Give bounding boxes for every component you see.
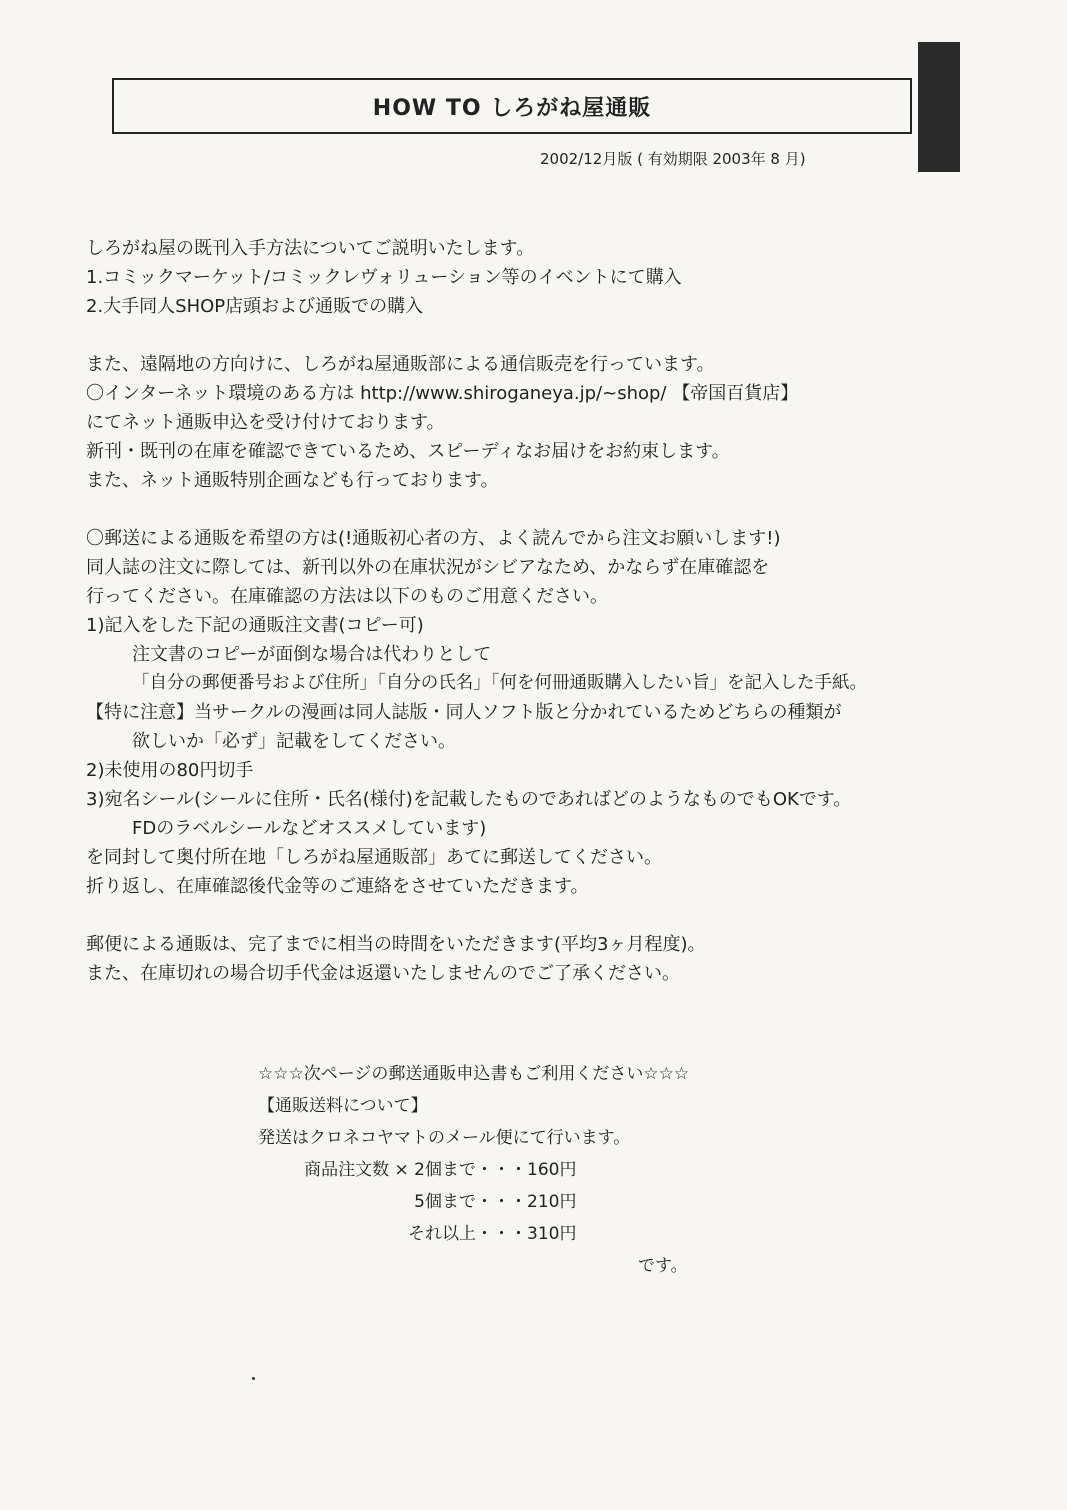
shipping-section (258, 1058, 878, 1282)
shipping-banner: ☆☆☆次ページの郵送通販申込書もご利用ください☆☆☆ (258, 1064, 690, 1084)
note-line: また、在庫切れの場合切手代金は返還いたしませんのでご了承ください。 (86, 963, 680, 984)
internet-line: 新刊・既刊の在庫を確認できているため、スピーディなお届けをお約束します。 (86, 441, 730, 462)
shipping-closing: です。 (638, 1256, 688, 1276)
note-line: 郵便による通販は、完了までに相当の時間をいただきます(平均3ヶ月程度)。 (86, 934, 706, 955)
mail-order-line: 注文書のコピーが面倒な場合は代わりとして (132, 644, 492, 665)
mail-order-line: 3)宛名シール(シールに住所・氏名(様付)を記載したものであればどのようなものでもOKです。 (86, 789, 852, 810)
rate-label: それ以上 (408, 1224, 476, 1244)
mail-order-line: 1)記入をした下記の通販注文書(コピー可) (86, 615, 424, 636)
internet-line: にてネット通販申込を受け付けております。 (86, 412, 445, 433)
edition-label: 2002/12月版 ( 有効期限 2003年 8 月) (540, 150, 806, 168)
internet-url-line: 〇インターネット環境のある方は http://www.shiroganeya.jp/~shop/ 【帝国百貨店】 (86, 383, 799, 404)
intro-line: 1.コミックマーケット/コミックレヴォリューション等のイベントにて購入 (86, 267, 682, 288)
mail-order-line: 〇郵送による通販を希望の方は(!通販初心者の方、よく読んでから注文お願いします!) (86, 528, 781, 549)
intro-line: 2.大手同人SHOP店頭および通販での購入 (86, 296, 424, 317)
stray-dot (252, 1377, 255, 1380)
rate-label: 5個まで (414, 1192, 476, 1212)
mail-order-line: 【特に注意】当サークルの漫画は同人誌版・同人ソフト版と分かれているためどちらの種類が (86, 702, 842, 723)
mail-order-line: FDのラベルシールなどオススメしています) (132, 818, 487, 839)
title-box (112, 78, 912, 134)
mail-order-line: 「自分の郵便番号および住所」「自分の氏名」「何を何冊通販購入したい旨」を記入した手紙。 (132, 673, 867, 693)
shipping-rate-row (258, 1186, 878, 1218)
internet-line: また、ネット通販特別企画なども行っております。 (86, 470, 499, 491)
shipping-rate-row (258, 1218, 878, 1250)
page-title: HOW TO しろがね屋通販 (372, 95, 652, 121)
mail-order-line: を同封して奥付所在地「しろがね屋通販部」あてに郵送してください。 (86, 847, 662, 868)
shipping-heading: 【通販送料について】 (258, 1096, 428, 1116)
intro-line: しろがね屋の既刊入手方法についてご説明いたします。 (86, 238, 535, 259)
mail-order-line: 同人誌の注文に際しては、新刊以外の在庫状況がシビアなため、かならず在庫確認を (86, 557, 770, 578)
body-text (86, 234, 1006, 988)
rate-price: ・・・210円 (476, 1192, 577, 1212)
rate-label: 商品注文数 × 2個まで (304, 1160, 476, 1180)
internet-line: また、遠隔地の方向けに、しろがね屋通販部による通信販売を行っています。 (86, 354, 715, 375)
mail-order-line: 行ってください。在庫確認の方法は以下のものご用意ください。 (86, 586, 608, 607)
rate-price: ・・・310円 (476, 1224, 577, 1244)
shipping-method: 発送はクロネコヤマトのメール便にて行います。 (258, 1128, 631, 1148)
mail-order-line: 2)未使用の80円切手 (86, 760, 254, 781)
mail-order-line: 欲しいか「必ず」記載をしてください。 (132, 731, 456, 752)
corner-tab (918, 42, 960, 172)
mail-order-line: 折り返し、在庫確認後代金等のご連絡をさせていただきます。 (86, 876, 589, 897)
rate-price: ・・・160円 (476, 1160, 577, 1180)
shipping-rate-row (258, 1154, 878, 1186)
